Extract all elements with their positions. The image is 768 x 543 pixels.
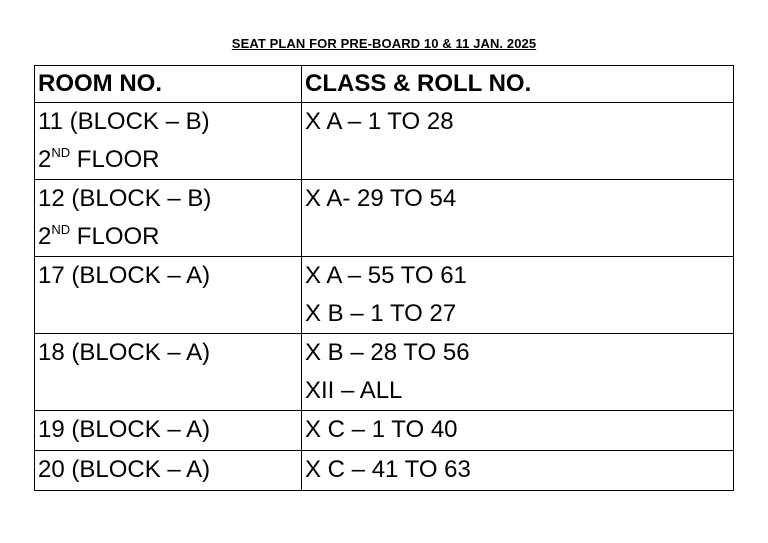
floor-label [38, 141, 301, 179]
class-roll-range: X A – 55 TO 61 [305, 262, 467, 289]
class-roll-range: X A – 1 TO 28 [305, 108, 454, 135]
table-row [35, 257, 734, 334]
table-row [35, 334, 734, 411]
floor-number: 2 [38, 223, 52, 250]
floor-ordinal-suffix: ND [51, 145, 71, 160]
header-class-roll-no: CLASS & ROLL NO. [302, 66, 734, 103]
document-title: SEAT PLAN FOR PRE-BOARD 10 & 11 JAN. 2025 [231, 36, 537, 51]
room-label: 12 (BLOCK – B) [38, 185, 212, 212]
table-row [35, 180, 734, 257]
class-cell [302, 411, 734, 451]
room-label: 19 (BLOCK – A) [38, 416, 211, 443]
header-room-no: ROOM NO. [35, 66, 302, 103]
room-cell [35, 103, 302, 180]
room-label: 18 (BLOCK – A) [38, 339, 211, 366]
floor-number: 2 [38, 146, 52, 173]
class-cell [302, 451, 734, 491]
room-cell [35, 334, 302, 411]
room-label: 11 (BLOCK – B) [38, 108, 210, 135]
table-row [35, 411, 734, 451]
class-cell [302, 334, 734, 411]
class-cell [302, 257, 734, 334]
seat-plan-table [34, 65, 734, 491]
floor-ordinal-suffix: ND [51, 222, 71, 237]
room-cell [35, 257, 302, 334]
class-cell [302, 180, 734, 257]
table-row [35, 451, 734, 491]
table-header-row [35, 66, 734, 103]
floor-label [38, 218, 301, 256]
room-label: 20 (BLOCK – A) [38, 456, 211, 483]
floor-word: FLOOR [70, 146, 160, 173]
room-label: 17 (BLOCK – A) [38, 262, 211, 289]
room-cell [35, 451, 302, 491]
room-cell [35, 180, 302, 257]
class-cell [302, 103, 734, 180]
class-roll-range: X B – 1 TO 27 [305, 300, 457, 327]
class-roll-range: X C – 1 TO 40 [305, 416, 458, 443]
table-row [35, 103, 734, 180]
floor-word: FLOOR [70, 223, 160, 250]
class-roll-range: X B – 28 TO 56 [305, 339, 470, 366]
class-roll-range: X A- 29 TO 54 [305, 185, 457, 212]
class-roll-range: X C – 41 TO 63 [305, 456, 471, 483]
room-cell [35, 411, 302, 451]
class-roll-range: XII – ALL [305, 377, 403, 404]
